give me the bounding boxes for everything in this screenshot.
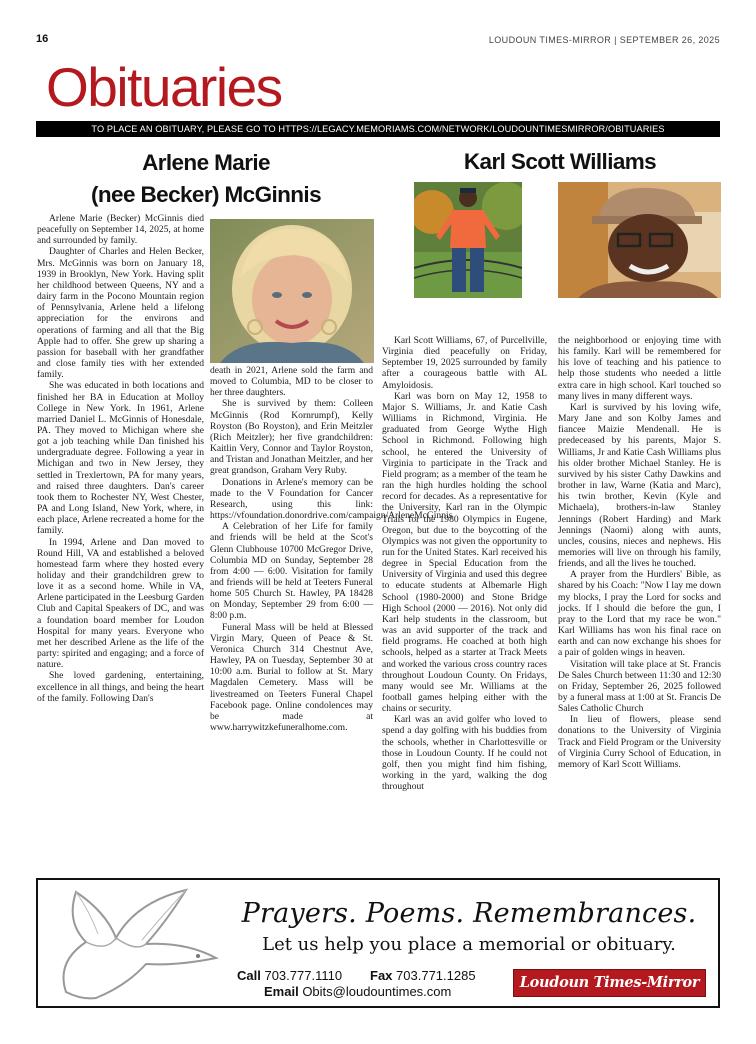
paragraph: the neighborhood or enjoying time with his family. Karl will be remembered for his love of teaching and his patience to help those students who needed a little extra care in high school. Karl touched so many lives in many different ways.	[558, 335, 721, 402]
photo-karl-williams-outdoors	[414, 182, 522, 298]
obituary-notice-bar[interactable]: TO PLACE AN OBITUARY, PLEASE GO TO HTTPS://LEGACY.MEMORIAMS.COM/NETWORK/LOUDOUNTIMESMIRROR/OBITUARIES	[36, 121, 720, 137]
ad-email[interactable]	[264, 984, 451, 999]
paragraph: Visitation will take place at St. Francis De Sales Church between 11:30 and 12:30 on Friday, September 26, 2025 followed by a funeral mass at 1:00 at St. Francis De Sales Catholic Church	[558, 658, 721, 715]
fax-label: Fax	[370, 968, 393, 983]
obituary-column-3	[382, 335, 547, 792]
photo-karl-williams-portrait	[558, 182, 721, 298]
obituary-name-karl: Karl Scott Williams	[463, 149, 657, 174]
paragraph: death in 2021, Arlene sold the farm and moved to Columbia, MD to be closer to her three daughters.	[210, 365, 373, 399]
ad-subline: Let us help you place a memorial or obituary.	[262, 934, 676, 955]
ad-phone[interactable]	[237, 968, 342, 983]
call-label: Call	[237, 968, 261, 983]
obituary-column-1	[37, 213, 204, 704]
paragraph: Donations in Arlene's memory can be made to the V Foundation for Cancer Research, using this link: https://vfoundation.donordrive.com/campaign/ArleneMcGinnis	[210, 476, 453, 522]
ad-fax	[370, 968, 476, 983]
photo-arlene-mcginnis	[210, 219, 374, 363]
paragraph: In 1994, Arlene and Dan moved to Round Hill, VA and established a beloved homestead farm where they hosted every holiday and their grandchildren grew to love it as a second home. While in VA, Arlene participated in the Leesburg Garden Club and Capital Speakers of DC, and was a foundation board member for Loudon Hospital for many years. Everyone who met her described Arlene as the life of the party: spirited and engaging; and a force of nature.	[37, 536, 204, 671]
dove-icon	[46, 882, 226, 1008]
ad-headline: Prayers. Poems. Remembrances.	[241, 898, 697, 929]
paragraph: Karl was an avid golfer who loved to spend a day golfing with his buddies from the schools, whether in Charlottesville or those in Loudoun County. If he could not golf, then you might find him fishing, working in the yard, walking the dog throughout	[382, 714, 547, 793]
paragraph: Karl is survived by his loving wife, Mary Jane and son Kolby James and fiancee Maizie Mendenall. He is predeceased by his parents, Major S. Williams, Jr and Katie Cash Williams plus his older brother Michael Stanley. He is survived by his sister Cathy Dawkins and brother in law, Warne (Katia and Marc), his twin brother, Kevin (Kyle and Michaela), brothers-in-law Stanley Jennings (Robert Harding) and Mark Jennings (Naomi) along with aunts, uncles, cousins, nieces and nephews. His memories will live on through his family, friends, and all the lives he touched.	[558, 401, 721, 570]
paragraph: She loved gardening, entertaining, excellence in all things, and being the heart of the family. Following Dan's	[37, 670, 204, 704]
obituary-column-2	[210, 365, 453, 733]
paragraph: A Celebration of her Life for family and friends will be held at the Scot's Glenn Clubhouse 10700 McGregor Drive, Columbia MD on Sunday, September 28 from 4:00 — 6:00. Visitation for family and friends will be held at Teeters Funeral home 505 Church St. Hawley, PA 18428 on Monday, September 29 from 6:00 — 8:00 p.m.	[210, 521, 373, 622]
email-address[interactable]: Obits@loudountimes.com	[302, 984, 452, 999]
paragraph: Daughter of Charles and Helen Becker, Mrs. McGinnis was born on January 18, 1939 in Brooklyn, New York. Having split her childhood between Queens, NY and a dairy farm in the Pocono Mountain region of Pennsylvania, Arlene held a lifelong appreciation for the environs and operations of farming and all that the Big Apple had to offer. She grew up sharing a passion for baseball with her grandfather and close family ties with her extended family.	[37, 246, 204, 381]
paragraph: She is survived by them: Colleen McGinnis (Rod Kornrumpf), Kelly Royston (Bo Royston), and Erin Meitzler (Rich Meitzler); her five grandchildren: Kaitlin Very, Connor and Taylor Royston, and Tristan and Jonathan Meitzler, and her great grandson, Graham Very Ruby.	[210, 398, 373, 477]
paragraph: She was educated in both locations and finished her BA in Education at Molloy College in New York. In 1961, Arlene married Daniel L. McGinnis of Honesdale, PA. They moved to Michigan where she got a job teaching while Dan finished his undergraduate degree. Following a year in Michigan and two in New Jersey, they settled in Trexlertown, PA for many years, and raised three daughters. Dan's career took them to Rochester NY, West Chester, PA and Long Island, New York, where, in each place, Arlene recreated a home for the family.	[37, 380, 204, 537]
obituary-column-4	[558, 335, 721, 770]
name-line-2: (nee Becker) McGinnis	[91, 182, 321, 207]
paragraph: A prayer from the Hurdlers' Bible, as shared by his Coach: "Now I lay me down my blocks, I pray the Lord for socks and jocks. If I should die before the gun, I pray to the Lord that my race be won." Karl Williams has won his final race on earth and can now exchange his shoes for a pair of golden wings in heaven.	[558, 569, 721, 659]
name-line-1: Arlene Marie	[142, 150, 270, 175]
obituary-name-arlene	[36, 147, 376, 211]
paragraph: Arlene Marie (Becker) McGinnis died peacefully on September 14, 2025, at home and surrounded by family.	[37, 213, 204, 247]
call-number[interactable]: 703.777.1110	[264, 968, 343, 983]
newspaper-logo	[513, 969, 706, 997]
running-head: LOUDOUN TIMES-MIRROR | SEPTEMBER 26, 2025	[488, 35, 720, 45]
fax-number: 703.771.1285	[396, 968, 476, 983]
paragraph: Karl was born on May 12, 1958 to Major S. Williams, Jr. and Katie Cash Williams in Richmond, Virginia. He graduated from George Wythe High School in Richmond. Following high school, he entered the University of Virginia to participate in the Track and Field program; as a member of the team he ran the high hurdles holding the school record for decades. As a representative for the University, Karl ran in the Olympic Trials for the 1980 Olympics in Eugene, Oregon, but due to the boycotting of the Olympics was not given the opportunity to run for the United States. Karl received his degree in Special Education from the University of Virginia and used this degree to educate students at Albemarle High School (1980-2000) and Stone Bridge High School (2000 — 2016). Not only did Karl help students in the classroom, but was an avid supporter of the track and field programs. He coached at both high schools, helped as a starter at Track Meets and worked the various cross country races throughout Loudoun County. On Fridays, many would see Mr. Williams at the football games helping either with the chains or security.	[382, 390, 547, 715]
section-title: Obituaries	[46, 56, 282, 118]
email-label: Email	[264, 984, 299, 999]
page-folio: 16	[36, 33, 49, 45]
paragraph: In lieu of flowers, please send donations to the University of Virginia Track and Field Program or the University of Virginia Curry School of Education, in memory of Karl Scott Williams.	[558, 714, 721, 770]
paragraph: Karl Scott Williams, 67, of Purcellville, Virginia died peacefully on Friday, September 19, 2025 surrounded by family after a courageous battle with AL Amyloidosis.	[382, 335, 547, 391]
logo-text: Loudoun Times-Mirror	[519, 974, 700, 991]
memorial-ad[interactable]	[36, 878, 720, 1008]
paragraph: Funeral Mass will be held at Blessed Virgin Mary, Queen of Peace & St. Veronica Church 314 Chestnut Ave, Hawley, PA on Tuesday, September 30 at 10:00 a.m. Burial to follow at St. Mary Magdalen Cemetery. Mass will be livestreamed on Teeters Funeral Chapel Facebook page. Online condolences may be made at www.harrywitzkefuneralhome.com.	[210, 621, 373, 733]
